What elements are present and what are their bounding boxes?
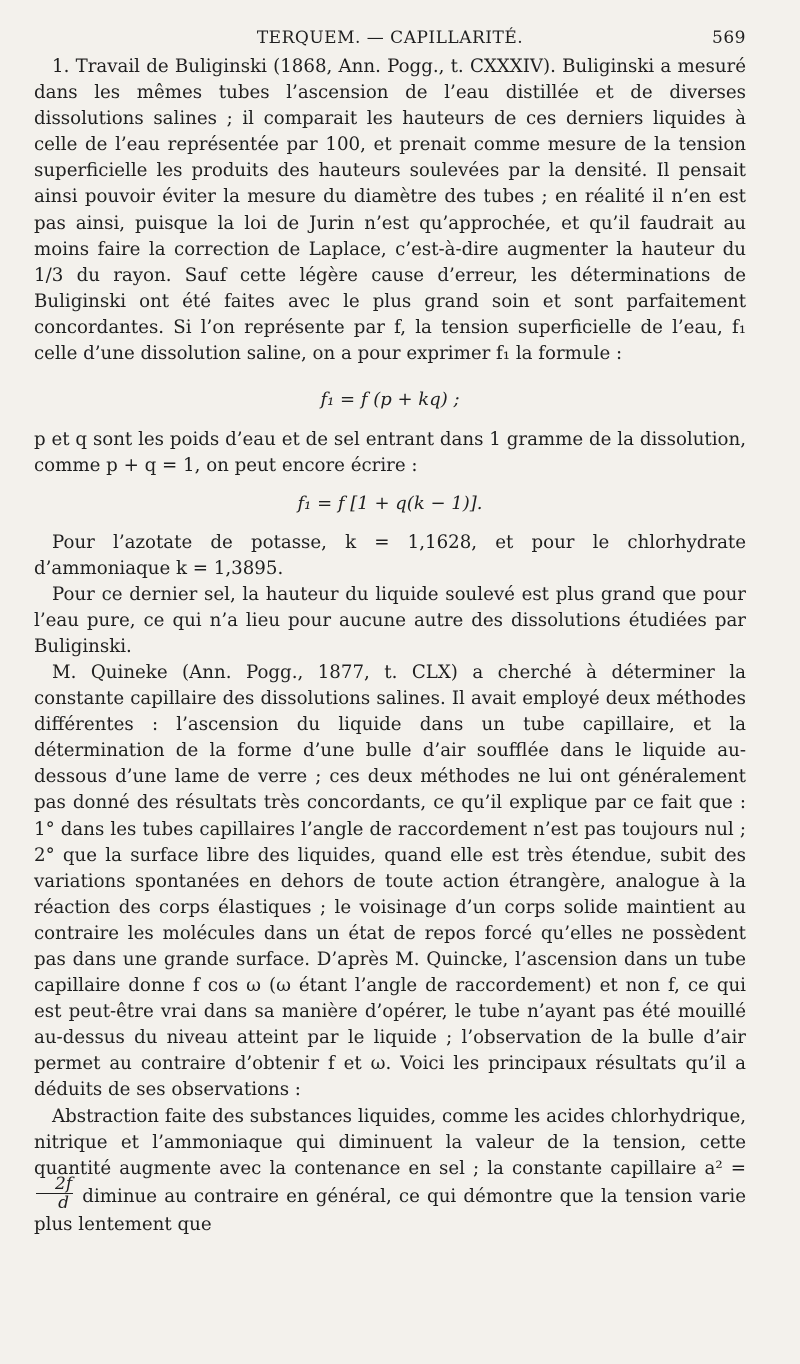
paragraph-azotate: Pour l’azotate de potasse, k = 1,1628, et pour le chlorhydrate d’ammoniaque k = 1,3895. — [34, 531, 746, 579]
page-number: 569 — [712, 28, 746, 48]
abstraction-text-start: Abstraction faite des substances liquides, comme les acides chlorhydrique, nitrique et l’ammoniaque qui diminuent la valeur de la tension, cette quantité augmente avec la contenance en sel ; la constante capillaire a² = — [34, 1105, 746, 1179]
formula-f1-pkq: f₁ = f (p + kq) ; — [320, 389, 460, 411]
fraction-2f-over-d — [36, 1173, 73, 1213]
paragraph-abstraction — [34, 1104, 746, 1238]
paragraph-buliginski: 1. Travail de Buliginski (1868, Ann. Pogg., t. CXXXIV). Buliginski a mesuré dans les mêmes tubes l’ascension de l’eau distillée et de diverses dissolutions salines ; il comparait les hauteurs de ces derniers liquides à celle de l’eau représentée par 100, et prenait comme mesure de la tension superficielle les produits des hauteurs soulevées par la densité. Il pensait ainsi pouvoir éviter la mesure du diamètre des tubes ; en réalité il n’en est pas ainsi, puisque la loi de Jurin n’est qu’approchée, et qu’il faudrait au moins faire la correction de Laplace, c’est-à-dire augmenter la hauteur du 1/3 du rayon. Sauf cette légère cause d’erreur, les déterminations de Buliginski ont été faites avec le plus grand soin et sont parfaitement concordantes. Si l’on représente par f, la tension superficielle de l’eau, f₁ celle d’une dissolution saline, on a pour exprimer f₁ la formule : — [34, 56, 746, 365]
formula-f1-k-minus-1: f₁ = f [1 + q(k − 1)]. — [297, 493, 483, 515]
header-title: TERQUEM. — CAPILLARITÉ. — [256, 28, 524, 48]
running-header — [34, 20, 746, 54]
fraction-denominator: d — [58, 1192, 69, 1213]
paragraph-quincke: M. Quineke (Ann. Pogg., 1877, t. CLX) a cherché à déterminer la constante capillaire des dissolutions salines. Il avait employé deux méthodes différentes : l’ascension du liquide dans un tube capillaire, et la détermination de la forme d’une bulle d’air soufflée dans le liquide au-dessous d’une lame de verre ; ces deux méthodes ne lui ont généralement pas donné des résultats très concordants, ce qu’il explique par ce fait que : 1° dans les tubes capillaires l’angle de raccordement n’est pas toujours nul ; 2° que la surface libre des liquides, quand elle est très étendue, subit des variations spontanées en dehors de toute action étrangère, analogue à la réaction des corps élastiques ; le voisinage d’un corps solide maintient au contraire les molécules dans un état de repos forcé qu’elles ne possèdent pas dans une grande surface. D’après M. Quincke, l’ascension dans un tube capillaire donne f cos ω (ω étant l’angle de raccordement) et non f, ce qui est peut-être vrai dans sa manière d’opérer, le tube n’ayant pas été mouillé au-dessus du niveau atteint par le liquide ; l’observation de la bulle d’air permet au contraire d’obtenir f et ω. Voici les principaux résultats qu’il a déduits de ses observations : — [34, 661, 746, 1101]
body-text — [34, 54, 746, 1238]
paragraph-p-q-weights: p et q sont les poids d’eau et de sel entrant dans 1 gramme de la dissolution, comme p + q = 1, on peut encore écrire : — [34, 429, 746, 477]
abstraction-text-end: diminue au contraire en général, ce qui démontre que la tension varie plus lentement que — [34, 1185, 746, 1235]
fraction-numerator: 2f — [36, 1176, 73, 1194]
paragraph-dernier-sel: Pour ce dernier sel, la hauteur du liquide soulevé est plus grand que pour l’eau pure, ce qui n’a lieu pour aucune autre des dissolutions étudiées par Buliginski. — [34, 583, 746, 657]
